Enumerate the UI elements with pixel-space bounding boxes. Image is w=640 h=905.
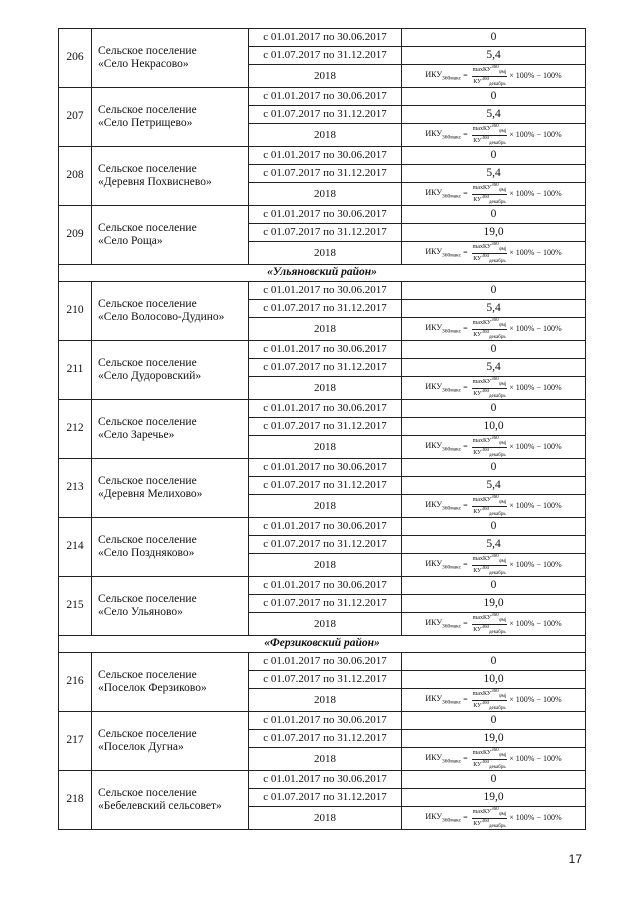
value-formula (402, 124, 586, 147)
row-number: 218 (59, 771, 92, 830)
row-number: 214 (59, 518, 92, 577)
value-h1: 0 (402, 400, 586, 418)
value-h1: 0 (402, 577, 586, 595)
value-formula (402, 436, 586, 459)
page-number: 17 (568, 852, 582, 866)
period-h1: с 01.01.2017 по 30.06.2017 (249, 147, 402, 165)
value-h2: 19,0 (402, 730, 586, 748)
settlement-name: Сельское поселение «Поселок Ферзиково» (92, 653, 249, 712)
period-year: 2018 (249, 554, 402, 577)
period-year: 2018 (249, 318, 402, 341)
tariff-table (58, 28, 586, 830)
period-h2: с 01.07.2017 по 31.12.2017 (249, 477, 402, 495)
value-formula (402, 689, 586, 712)
period-year: 2018 (249, 242, 402, 265)
row-number: 217 (59, 712, 92, 771)
period-h1: с 01.01.2017 по 30.06.2017 (249, 771, 402, 789)
settlement-name: Сельское поселение «Село Дудоровский» (92, 341, 249, 400)
value-h1: 0 (402, 653, 586, 671)
value-h1: 0 (402, 147, 586, 165)
value-h1: 0 (402, 518, 586, 536)
period-year: 2018 (249, 495, 402, 518)
table-row (59, 341, 586, 359)
value-h2: 5,4 (402, 47, 586, 65)
table-row (59, 29, 586, 47)
value-h2: 19,0 (402, 224, 586, 242)
period-h2: с 01.07.2017 по 31.12.2017 (249, 418, 402, 436)
value-h2: 5,4 (402, 477, 586, 495)
value-h2: 5,4 (402, 165, 586, 183)
value-formula (402, 807, 586, 830)
period-h1: с 01.01.2017 по 30.06.2017 (249, 577, 402, 595)
region-row (59, 636, 586, 653)
value-formula (402, 65, 586, 88)
period-year: 2018 (249, 807, 402, 830)
formula: $ИКУ^{360}_{макс}$ = $\frac{\max КУ^{360}_{\psi мj}}{КУ^{360}_{декабрь}}$ × 100% − 100% (425, 65, 562, 87)
period-h2: с 01.07.2017 по 31.12.2017 (249, 47, 402, 65)
row-number: 216 (59, 653, 92, 712)
row-number: 208 (59, 147, 92, 206)
period-year: 2018 (249, 748, 402, 771)
settlement-name: Сельское поселение «Село Ульяново» (92, 577, 249, 636)
period-h1: с 01.01.2017 по 30.06.2017 (249, 518, 402, 536)
formula: $ИКУ^{360}_{макс}$ = $\frac{\max КУ^{360}_{\psi мj}}{КУ^{360}_{декабрь}}$ × 100% − 100% (425, 554, 562, 576)
row-number: 206 (59, 29, 92, 88)
table-row (59, 518, 586, 536)
period-h2: с 01.07.2017 по 31.12.2017 (249, 595, 402, 613)
value-h1: 0 (402, 459, 586, 477)
table-row (59, 206, 586, 224)
settlement-name: Сельское поселение «Деревня Похвиснево» (92, 147, 249, 206)
value-h2: 5,4 (402, 106, 586, 124)
settlement-name: Сельское поселение «Село Роща» (92, 206, 249, 265)
formula: $ИКУ^{360}_{макс}$ = $\frac{\max КУ^{360}_{\psi мj}}{КУ^{360}_{декабрь}}$ × 100% − 100% (425, 183, 562, 205)
formula: $ИКУ^{360}_{макс}$ = $\frac{\max КУ^{360}_{\psi мj}}{КУ^{360}_{декабрь}}$ × 100% − 100% (425, 242, 562, 264)
value-h1: 0 (402, 206, 586, 224)
formula: $ИКУ^{360}_{макс}$ = $\frac{\max КУ^{360}_{\psi мj}}{КУ^{360}_{декабрь}}$ × 100% − 100% (425, 807, 562, 829)
formula: $ИКУ^{360}_{макс}$ = $\frac{\max КУ^{360}_{\psi мj}}{КУ^{360}_{декабрь}}$ × 100% − 100% (425, 495, 562, 517)
tariff-table-body (59, 29, 586, 830)
value-h2: 19,0 (402, 789, 586, 807)
period-year: 2018 (249, 689, 402, 712)
table-row (59, 712, 586, 730)
settlement-name: Сельское поселение «Деревня Мелихово» (92, 459, 249, 518)
period-h1: с 01.01.2017 по 30.06.2017 (249, 341, 402, 359)
value-h1: 0 (402, 771, 586, 789)
period-year: 2018 (249, 183, 402, 206)
value-h1: 0 (402, 282, 586, 300)
value-h2: 19,0 (402, 595, 586, 613)
value-h1: 0 (402, 712, 586, 730)
value-h2: 5,4 (402, 536, 586, 554)
value-h1: 0 (402, 341, 586, 359)
period-h1: с 01.01.2017 по 30.06.2017 (249, 206, 402, 224)
settlement-name: Сельское поселение «Село Некрасово» (92, 29, 249, 88)
period-h1: с 01.01.2017 по 30.06.2017 (249, 400, 402, 418)
tariff-document (58, 28, 586, 830)
row-number: 210 (59, 282, 92, 341)
value-formula (402, 242, 586, 265)
value-formula (402, 183, 586, 206)
table-row (59, 282, 586, 300)
period-h1: с 01.01.2017 по 30.06.2017 (249, 459, 402, 477)
row-number: 209 (59, 206, 92, 265)
formula: $ИКУ^{360}_{макс}$ = $\frac{\max КУ^{360}_{\psi мj}}{КУ^{360}_{декабрь}}$ × 100% − 100% (425, 377, 562, 399)
settlement-name: Сельское поселение «Бебелевский сельсовет» (92, 771, 249, 830)
row-number: 213 (59, 459, 92, 518)
table-row (59, 577, 586, 595)
settlement-name: Сельское поселение «Село Петрищево» (92, 88, 249, 147)
settlement-name: Сельское поселение «Село Поздняково» (92, 518, 249, 577)
settlement-name: Сельское поселение «Село Заречье» (92, 400, 249, 459)
table-row (59, 147, 586, 165)
table-row (59, 653, 586, 671)
period-h1: с 01.01.2017 по 30.06.2017 (249, 653, 402, 671)
period-h1: с 01.01.2017 по 30.06.2017 (249, 29, 402, 47)
period-h2: с 01.07.2017 по 31.12.2017 (249, 165, 402, 183)
period-year: 2018 (249, 613, 402, 636)
period-year: 2018 (249, 65, 402, 88)
formula: $ИКУ^{360}_{макс}$ = $\frac{\max КУ^{360}_{\psi мj}}{КУ^{360}_{декабрь}}$ × 100% − 100% (425, 318, 562, 340)
value-h2: 5,4 (402, 359, 586, 377)
value-h2: 10,0 (402, 418, 586, 436)
row-number: 211 (59, 341, 92, 400)
period-h1: с 01.01.2017 по 30.06.2017 (249, 712, 402, 730)
value-h2: 10,0 (402, 671, 586, 689)
formula: $ИКУ^{360}_{макс}$ = $\frac{\max КУ^{360}_{\psi мj}}{КУ^{360}_{декабрь}}$ × 100% − 100% (425, 689, 562, 711)
table-row (59, 400, 586, 418)
formula: $ИКУ^{360}_{макс}$ = $\frac{\max КУ^{360}_{\psi мj}}{КУ^{360}_{декабрь}}$ × 100% − 100% (425, 436, 562, 458)
period-year: 2018 (249, 377, 402, 400)
value-formula (402, 377, 586, 400)
period-h2: с 01.07.2017 по 31.12.2017 (249, 300, 402, 318)
settlement-name: Сельское поселение «Поселок Дугна» (92, 712, 249, 771)
period-h2: с 01.07.2017 по 31.12.2017 (249, 789, 402, 807)
row-number: 212 (59, 400, 92, 459)
period-year: 2018 (249, 124, 402, 147)
period-h2: с 01.07.2017 по 31.12.2017 (249, 671, 402, 689)
table-row (59, 771, 586, 789)
value-h1: 0 (402, 88, 586, 106)
region-title: «Ульяновский район» (59, 265, 586, 282)
row-number: 207 (59, 88, 92, 147)
value-formula (402, 613, 586, 636)
region-title: «Ферзиковский район» (59, 636, 586, 653)
value-h2: 5,4 (402, 300, 586, 318)
period-h2: с 01.07.2017 по 31.12.2017 (249, 106, 402, 124)
value-formula (402, 748, 586, 771)
value-formula (402, 554, 586, 577)
period-h2: с 01.07.2017 по 31.12.2017 (249, 730, 402, 748)
value-h1: 0 (402, 29, 586, 47)
table-row (59, 88, 586, 106)
formula: $ИКУ^{360}_{макс}$ = $\frac{\max КУ^{360}_{\psi мj}}{КУ^{360}_{декабрь}}$ × 100% − 100% (425, 124, 562, 146)
value-formula (402, 318, 586, 341)
formula: $ИКУ^{360}_{макс}$ = $\frac{\max КУ^{360}_{\psi мj}}{КУ^{360}_{декабрь}}$ × 100% − 100% (425, 748, 562, 770)
period-h2: с 01.07.2017 по 31.12.2017 (249, 359, 402, 377)
settlement-name: Сельское поселение «Село Волосово-Дудино» (92, 282, 249, 341)
value-formula (402, 495, 586, 518)
row-number: 215 (59, 577, 92, 636)
period-h1: с 01.01.2017 по 30.06.2017 (249, 88, 402, 106)
table-row (59, 459, 586, 477)
period-year: 2018 (249, 436, 402, 459)
period-h1: с 01.01.2017 по 30.06.2017 (249, 282, 402, 300)
region-row (59, 265, 586, 282)
period-h2: с 01.07.2017 по 31.12.2017 (249, 536, 402, 554)
period-h2: с 01.07.2017 по 31.12.2017 (249, 224, 402, 242)
formula: $ИКУ^{360}_{макс}$ = $\frac{\max КУ^{360}_{\psi мj}}{КУ^{360}_{декабрь}}$ × 100% − 100% (425, 613, 562, 635)
